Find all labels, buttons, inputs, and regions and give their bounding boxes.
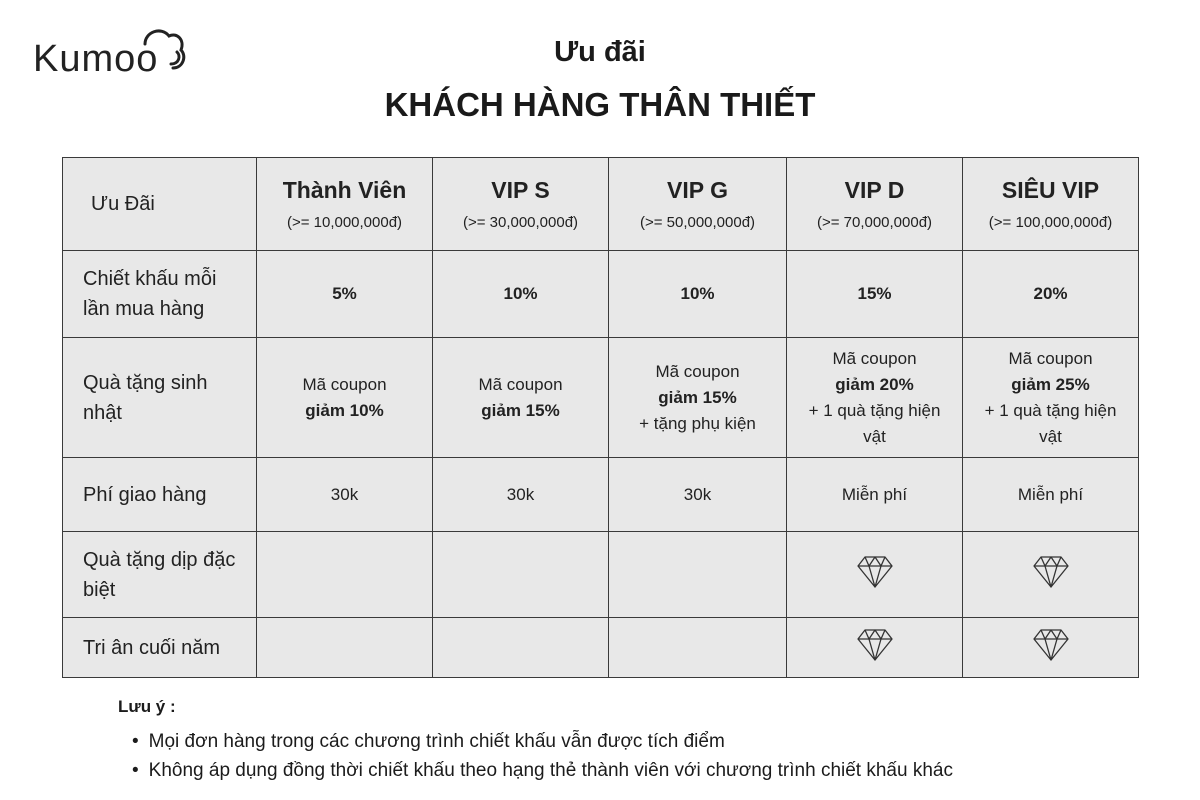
- tier-header: [257, 158, 433, 251]
- diamond-icon: [1032, 628, 1070, 662]
- birthday-gift-cell: [609, 338, 787, 458]
- shipping-fee-cell: Miễn phí: [963, 458, 1139, 532]
- special-gift-cell: [787, 532, 963, 618]
- discount-cell: [609, 251, 787, 338]
- discount-value: 10%: [680, 284, 715, 303]
- tier-name: VIP S: [491, 177, 550, 203]
- tier-min-spend: (>= 70,000,000đ): [816, 214, 933, 231]
- tier-header: [433, 158, 609, 251]
- year-end-cell: [787, 618, 963, 678]
- tier-min-spend: (>= 50,000,000đ): [639, 214, 756, 231]
- gift-line1: Mã coupon: [832, 348, 917, 368]
- note-item: • Mọi đơn hàng trong các chương trình chiết khấu vẫn được tích điểm: [132, 727, 953, 756]
- discount-cell: [257, 251, 433, 338]
- year-end-cell: [257, 618, 433, 678]
- note-item: • Không áp dụng đồng thời chiết khấu theo hạng thẻ thành viên với chương trình chiết khấu khác: [132, 756, 953, 785]
- shipping-fee-cell: 30k: [257, 458, 433, 532]
- discount-value: 15%: [857, 284, 892, 303]
- tier-min-spend: (>= 100,000,000đ): [988, 214, 1113, 231]
- gift-line1: Mã coupon: [655, 361, 740, 381]
- birthday-gift-cell: [787, 338, 963, 458]
- diamond-icon: [1032, 555, 1070, 589]
- diamond-icon: [856, 628, 894, 662]
- birthday-gift-cell: [963, 338, 1139, 458]
- tier-header: [609, 158, 787, 251]
- row-label: Quà tặng sinh nhật: [63, 338, 257, 458]
- gift-line3: + tặng phụ kiện: [639, 413, 756, 433]
- shipping-fee-cell: 30k: [433, 458, 609, 532]
- discount-cell: [433, 251, 609, 338]
- discount-row: [63, 251, 1139, 338]
- discount-value: 20%: [1033, 284, 1068, 303]
- gift-line2: giảm 15%: [658, 387, 737, 407]
- gift-line1: Mã coupon: [478, 374, 563, 394]
- corner-label: Ưu Đãi: [63, 158, 257, 251]
- gift-line2: giảm 10%: [305, 400, 384, 420]
- birthday-gift-cell: [433, 338, 609, 458]
- tier-min-spend: (>= 10,000,000đ): [286, 214, 403, 231]
- discount-cell: [787, 251, 963, 338]
- gift-line1: Mã coupon: [302, 374, 387, 394]
- gift-line2: giảm 25%: [1011, 374, 1090, 394]
- tier-header: [787, 158, 963, 251]
- tier-name: VIP G: [667, 177, 728, 203]
- row-label: Tri ân cuối năm: [63, 618, 257, 678]
- discount-cell: [963, 251, 1139, 338]
- gift-line1: Mã coupon: [1008, 348, 1093, 368]
- tier-name: Thành Viên: [282, 177, 407, 203]
- tier-header-row: [63, 158, 1139, 251]
- special-gift-cell: [433, 532, 609, 618]
- tier-name: SIÊU VIP: [1001, 177, 1100, 203]
- notes-list: [132, 727, 953, 785]
- year-end-cell: [609, 618, 787, 678]
- gift-line2: giảm 20%: [835, 374, 914, 394]
- shipping-fee-cell: 30k: [609, 458, 787, 532]
- row-label: Phí giao hàng: [63, 458, 257, 532]
- gift-line2: giảm 15%: [481, 400, 560, 420]
- year-end-cell: [963, 618, 1139, 678]
- notes-title: Lưu ý :: [118, 697, 176, 716]
- special-gift-cell: [963, 532, 1139, 618]
- tier-min-spend: (>= 30,000,000đ): [462, 214, 579, 231]
- shipping-fee-row: [63, 458, 1139, 532]
- year-end-cell: [433, 618, 609, 678]
- discount-value: 5%: [332, 284, 357, 303]
- birthday-gift-cell: [257, 338, 433, 458]
- special-gift-cell: [257, 532, 433, 618]
- loyalty-benefits-table: [62, 157, 1139, 678]
- page-title-line1: Ưu đãi: [554, 36, 646, 68]
- page-title-line2: KHÁCH HÀNG THÂN THIẾT: [384, 86, 816, 123]
- row-label: Chiết khấu mỗi lần mua hàng: [63, 251, 257, 338]
- diamond-icon: [856, 555, 894, 589]
- discount-value: 10%: [503, 284, 538, 303]
- birthday-gift-row: [63, 338, 1139, 458]
- special-occasion-gift-row: [63, 532, 1139, 618]
- shipping-fee-cell: Miễn phí: [787, 458, 963, 532]
- gift-line3: + 1 quà tặng hiện vật: [808, 400, 941, 446]
- special-gift-cell: [609, 532, 787, 618]
- gift-line3: + 1 quà tặng hiện vật: [984, 400, 1117, 446]
- tier-name: VIP D: [844, 177, 905, 203]
- brand-name: Kumoo: [33, 38, 159, 80]
- row-label: Quà tặng dịp đặc biệt: [63, 532, 257, 618]
- tier-header: [963, 158, 1139, 251]
- year-end-appreciation-row: [63, 618, 1139, 678]
